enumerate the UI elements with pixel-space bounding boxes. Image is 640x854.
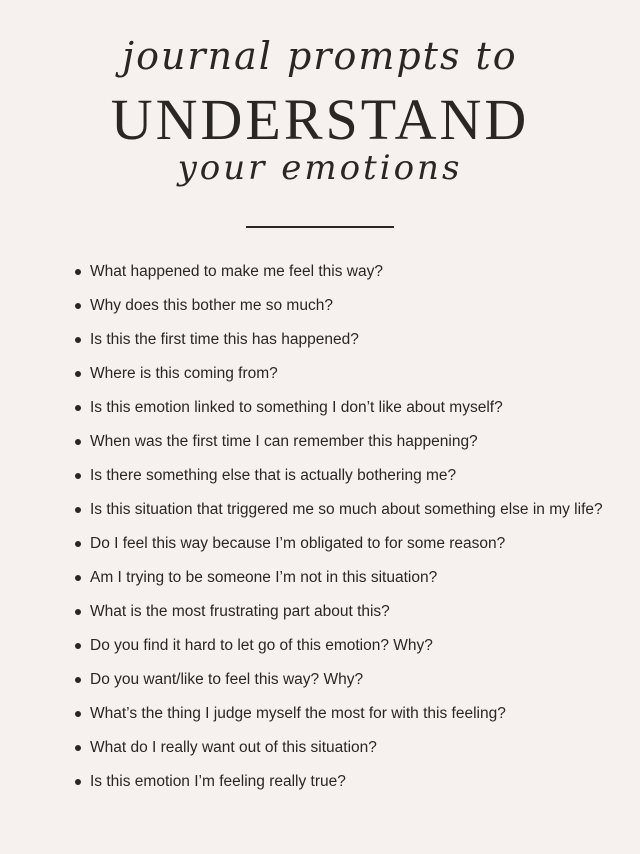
prompt-item (0, 493, 640, 527)
title-line-journal-prompts: journal prompts to (122, 34, 518, 78)
prompt-item (0, 629, 640, 663)
prompt-text: Is this the first time this has happened? (90, 331, 359, 348)
bullet-icon (75, 371, 81, 377)
prompt-item (0, 323, 640, 357)
prompt-item (0, 663, 640, 697)
prompt-item (0, 765, 640, 799)
prompt-item (0, 459, 640, 493)
prompt-item (0, 527, 640, 561)
bullet-icon (75, 677, 81, 683)
bullet-icon (75, 507, 81, 513)
title-line-your-emotions: your emotions (177, 148, 463, 188)
bullet-icon (75, 303, 81, 309)
prompt-item (0, 357, 640, 391)
bullet-icon (75, 575, 81, 581)
bullet-icon (75, 473, 81, 479)
bullet-icon (75, 779, 81, 785)
bullet-icon (75, 609, 81, 615)
prompt-item (0, 731, 640, 765)
prompt-text: Is this emotion I’m feeling really true? (90, 773, 346, 790)
prompt-text: Do you find it hard to let go of this emotion? Why? (90, 637, 433, 654)
title-line-understand: UNDERSTAND (110, 87, 530, 152)
prompt-text: Am I trying to be someone I’m not in this situation? (90, 569, 438, 586)
title-divider (246, 226, 394, 228)
bullet-icon (75, 337, 81, 343)
prompt-item (0, 391, 640, 425)
prompt-text: Why does this bother me so much? (90, 297, 333, 314)
prompt-text: What happened to make me feel this way? (90, 263, 383, 280)
prompt-text: What do I really want out of this situation? (90, 739, 377, 756)
bullet-icon (75, 711, 81, 717)
prompt-text: What’s the thing I judge myself the most for with this feeling? (90, 705, 506, 722)
prompt-text: Do I feel this way because I’m obligated to for some reason? (90, 535, 506, 552)
bullet-icon (75, 269, 81, 275)
prompt-item (0, 561, 640, 595)
prompt-item (0, 425, 640, 459)
prompt-text: What is the most frustrating part about this? (90, 603, 390, 620)
bullet-icon (75, 643, 81, 649)
prompt-list (0, 255, 640, 799)
prompt-text: When was the first time I can remember this happening? (90, 433, 478, 450)
prompt-item (0, 697, 640, 731)
bullet-icon (75, 745, 81, 751)
bullet-icon (75, 439, 81, 445)
prompt-text: Where is this coming from? (90, 365, 278, 382)
prompt-item (0, 255, 640, 289)
prompt-item (0, 595, 640, 629)
prompt-text: Is this situation that triggered me so much about something else in my life? (90, 501, 603, 518)
bullet-icon (75, 541, 81, 547)
prompt-item (0, 289, 640, 323)
prompt-text: Do you want/like to feel this way? Why? (90, 671, 364, 688)
bullet-icon (75, 405, 81, 411)
prompt-text: Is there something else that is actually bothering me? (90, 467, 457, 484)
prompt-text: Is this emotion linked to something I don’t like about myself? (90, 399, 503, 416)
